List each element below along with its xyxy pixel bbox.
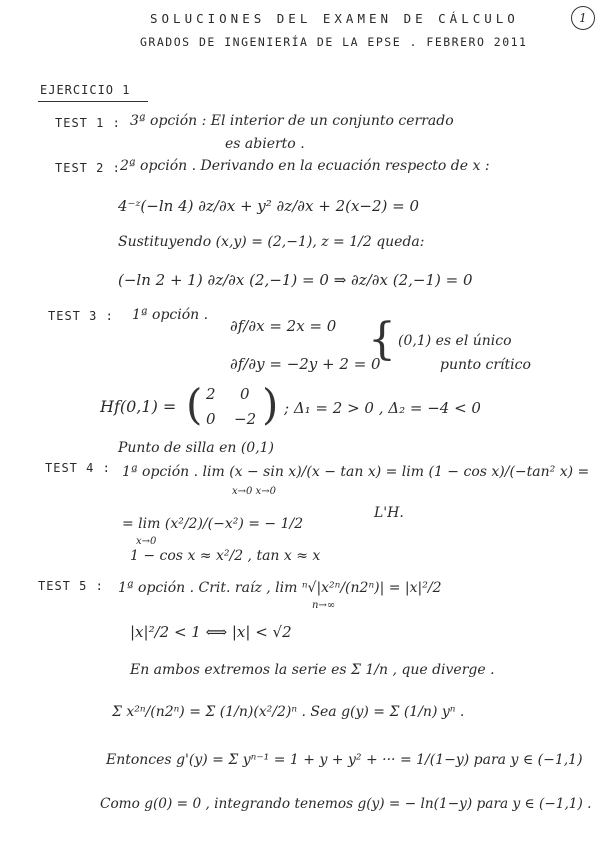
test5-derivative-line: Entonces g'(y) = Σ yⁿ⁻¹ = 1 + y + y² + ··· = 1/(1−y) para y ∈ (−1,1) [106,752,583,768]
test2-equation-2: (−ln 2 + 1) ∂z/∂x (2,−1) = 0 ⇒ ∂z/∂x (2,−1) = 0 [118,271,473,289]
test5-limit-subscript: n→∞ [312,600,336,611]
test1-answer-line2: es abierto . [225,136,305,152]
test5-label: TEST 5 : [38,579,104,593]
test1-answer-line1: 3ª opción : El interior de un conjunto cerrado [130,113,454,129]
test4-limit-line2: = lim (x²/2)/(−x²) = − 1/2 [122,516,304,532]
section-title: EJERCICIO 1 [40,83,131,97]
test5-series-rewrite: Σ x²ⁿ/(n2ⁿ) = Σ (1/n)(x²/2)ⁿ . Sea g(y) = Σ (1/n) yⁿ . [112,704,465,720]
matrix-entry-12: 0 [240,385,250,403]
test2-equation-1: 4⁻ᶻ(−ln 4) ∂z/∂x + y² ∂z/∂x + 2(x−2) = 0 [118,197,420,215]
matrix-entry-21: 0 [206,410,216,428]
test5-root-test-line: 1ª opción . Crit. raíz , lim ⁿ√|x²ⁿ/(n2ⁿ)| = |x|²/2 [118,580,442,596]
test4-lhopital-note: L'H. [374,505,404,521]
matrix-left-paren: ( [186,380,203,429]
test2-substitution-line: Sustituyendo (x,y) = (2,−1), z = 1/2 queda: [118,234,425,250]
page-number: 1 [571,6,595,30]
test3-partial-y: ∂f/∂y = −2y + 2 = 0 [230,355,381,373]
matrix-right-paren: ) [262,380,279,429]
test3-option: 1ª opción . [132,307,209,323]
page-title: SOLUCIONES DEL EXAMEN DE CÁLCULO [150,11,519,26]
test5-integration-line: Como g(0) = 0 , integrando tenemos g(y) = − ln(1−y) para y ∈ (−1,1) . [100,796,592,812]
test4-limit-subscript-2: x→0 [136,536,157,547]
test3-brace: { [368,314,396,365]
test3-hessian-label: Hf(0,1) = [100,397,177,416]
test3-minors: ; Δ₁ = 2 > 0 , Δ₂ = −4 < 0 [284,399,481,417]
test4-limit-subscript: x→0 x→0 [232,486,276,497]
test4-label: TEST 4 : [45,461,111,475]
matrix-entry-22: −2 [234,410,257,428]
test5-convergence-condition: |x|²/2 < 1 ⟺ |x| < √2 [130,623,292,641]
test3-label: TEST 3 : [48,309,114,323]
section-title-underline [38,101,148,102]
test3-conclusion: Punto de silla en (0,1) [118,440,275,456]
test4-approximations: 1 − cos x ≈ x²/2 , tan x ≈ x [130,548,321,564]
matrix-entry-11: 2 [206,385,216,403]
test5-endpoints-line: En ambos extremos la serie es Σ 1/n , que diverge . [130,662,495,678]
test3-critical-point-note-1: (0,1) es el único [398,333,512,349]
test1-label: TEST 1 : [55,116,121,130]
test2-label: TEST 2 : [55,161,121,175]
page-subtitle: GRADOS DE INGENIERÍA DE LA EPSE . FEBRERO 2011 [140,35,528,49]
test2-answer-line1: 2ª opción . Derivando en la ecuación respecto de x : [120,158,490,174]
test3-critical-point-note-2: punto crítico [440,357,531,373]
test3-partial-x: ∂f/∂x = 2x = 0 [230,317,337,335]
test4-limit-line1: 1ª opción . lim (x − sin x)/(x − tan x) = lim (1 − cos x)/(−tan² x) = [122,464,590,480]
